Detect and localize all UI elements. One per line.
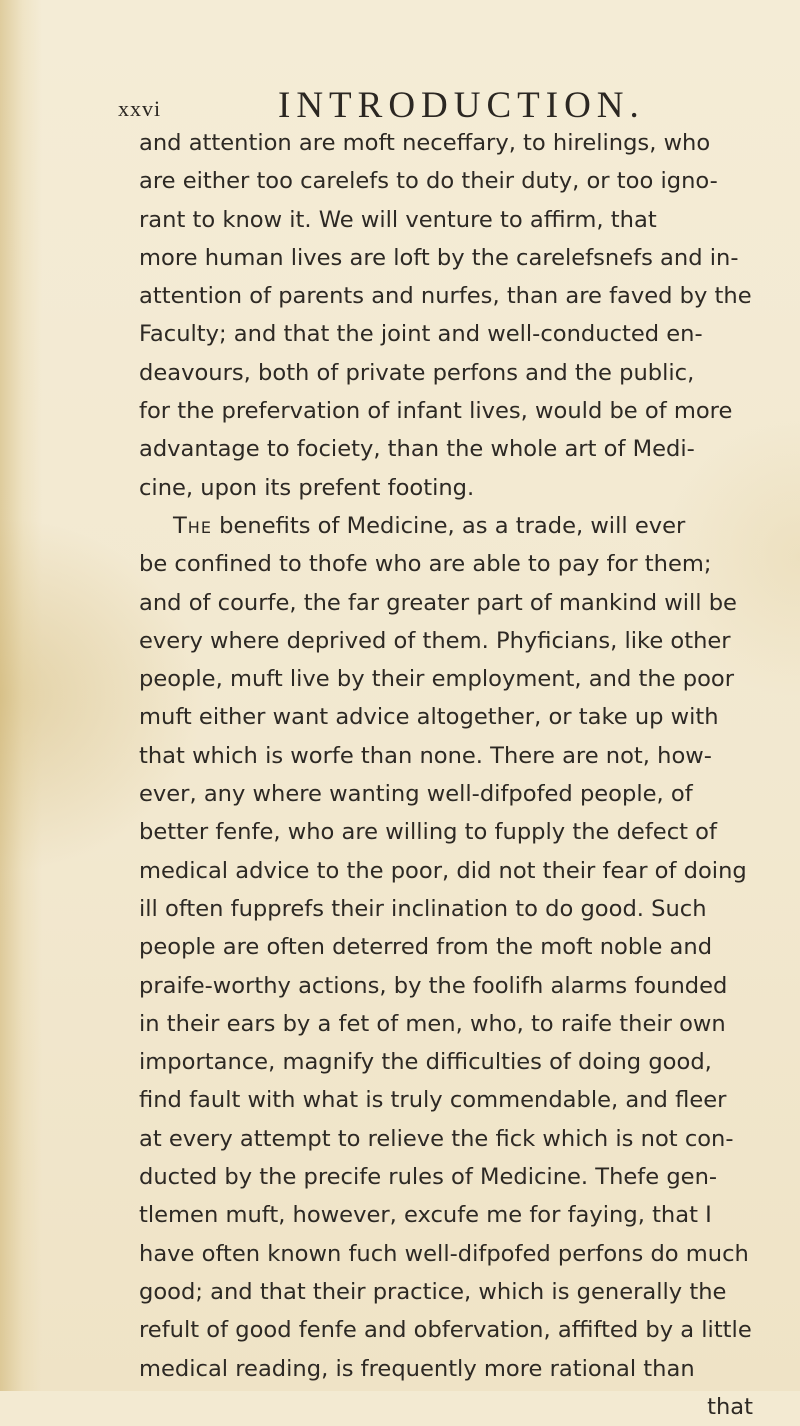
- text-line: praife-worthy actions, by the foolifh alarms founded: [139, 972, 728, 999]
- text-line: rant to know it. We will venture to affirm, that: [139, 206, 657, 233]
- paragraph-lead-rest: benefits of Medicine, as a trade, will ever: [219, 512, 686, 539]
- text-line: muft either want advice altogether, or take up with: [139, 704, 719, 731]
- text-line: deavours, both of private perfons and the public,: [139, 359, 695, 386]
- text-line: refult of good fenfe and obfervation, affifted by a little: [139, 1317, 752, 1344]
- text-line: ill often fupprefs their inclination to do good. Such: [139, 895, 707, 922]
- text-line: attention of parents and nurfes, than are faved by the: [139, 283, 752, 310]
- text-line: cine, upon its prefent footing.: [139, 474, 475, 501]
- text-line: people, muft live by their employment, and the poor: [139, 666, 735, 693]
- text-line: and of courfe, the far greater part of mankind will be: [139, 589, 737, 616]
- text-line: Faculty; and that the joint and well-conducted en-: [139, 321, 703, 348]
- text-line: more human lives are loft by the carelefsnefs and in-: [139, 244, 739, 271]
- text-line: be confined to thofe who are able to pay for them;: [139, 551, 712, 578]
- page-number: xxvi: [118, 96, 162, 121]
- text-line: find fault with what is truly commendable, and fleer: [139, 1087, 727, 1114]
- catchword: that: [707, 1393, 753, 1420]
- text-line: that which is worfe than none. There are not, how-: [139, 742, 712, 769]
- text-line: advantage to fociety, than the whole art of Medi-: [139, 436, 695, 463]
- text-line: ducted by the precife rules of Medicine. Thefe gen-: [139, 1164, 718, 1191]
- text-line: tlemen muft, however, excufe me for faying, that I: [139, 1202, 712, 1229]
- text-line: and attention are moft neceffary, to hirelings, who: [139, 130, 711, 156]
- running-title: INTRODUCTION.: [278, 85, 645, 126]
- body-text: [139, 124, 779, 1426]
- text-line: have often known fuch well-difpofed perfons do much: [139, 1240, 749, 1267]
- text-line: ever, any where wanting well-difpofed people, of: [139, 781, 693, 808]
- paragraph-lead-word: The: [173, 512, 212, 539]
- text-line: at every attempt to relieve the fick which is not con-: [139, 1125, 734, 1152]
- text-line: are either too carelefs to do their duty, or too igno-: [139, 168, 718, 195]
- text-line: every where deprived of them. Phyficians, like other: [139, 627, 731, 654]
- text-line: better fenfe, who are willing to fupply the defect of: [139, 819, 717, 846]
- text-line: people are often deterred from the moft noble and: [139, 934, 713, 961]
- text-line: importance, magnify the difficulties of doing good,: [139, 1049, 712, 1076]
- text-line: good; and that their practice, which is generally the: [139, 1278, 727, 1305]
- text-line: medical reading, is frequently more rational than: [139, 1355, 695, 1382]
- text-line: medical advice to the poor, did not their fear of doing: [139, 857, 747, 884]
- text-line: in their ears by a fet of men, who, to raife their own: [139, 1010, 726, 1037]
- page-gutter-shadow: [0, 0, 42, 1391]
- paragraph-2-first-line: [139, 507, 779, 545]
- text-line: for the prefervation of infant lives, would be of more: [139, 398, 733, 425]
